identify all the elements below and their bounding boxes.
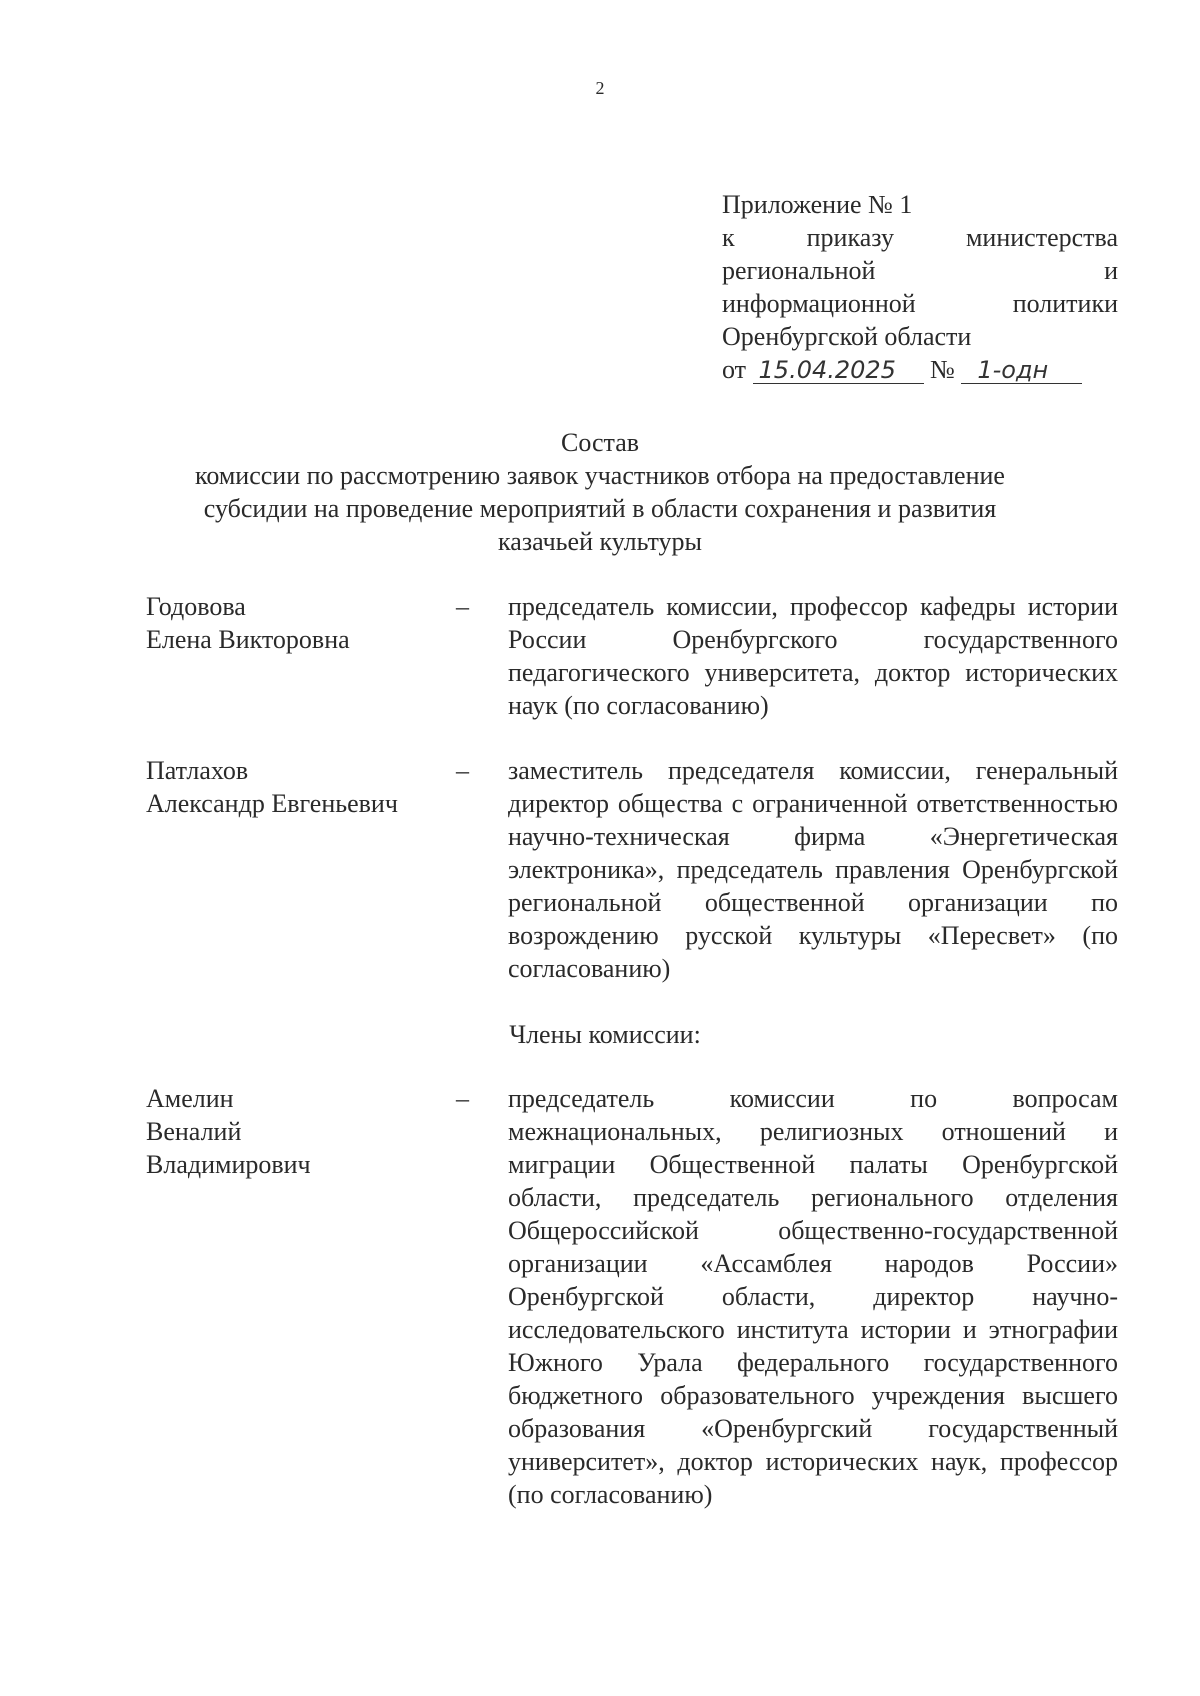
members-section-heading: Члены комиссии: bbox=[509, 1020, 701, 1049]
member-surname: Амелин bbox=[146, 1084, 234, 1113]
page-number: 2 bbox=[595, 78, 605, 98]
member-dash: – bbox=[456, 592, 469, 621]
member-given-names: Елена Викторовна bbox=[146, 625, 350, 654]
member-name bbox=[146, 590, 436, 656]
appendix-line-1: к приказу министерства bbox=[722, 223, 1118, 252]
member-description: заместитель председателя комиссии, генеральный директор общества с ограниченной ответственностью научно-техническая фирма «Энергетическая электроника», председатель правления Оренбургской региональной общественной организации по возрождению русской культуры «Пересвет» (по согласованию) bbox=[508, 756, 1118, 983]
title-heading: Состав bbox=[560, 428, 640, 457]
member-description: председатель комиссии, профессор кафедры истории России Оренбургского государственного педагогического университета, доктор исторических наук (по согласованию) bbox=[508, 592, 1118, 720]
appendix-line-4: Оренбургской области bbox=[722, 322, 972, 351]
member-patronymic: Владимирович bbox=[146, 1150, 311, 1179]
member-name bbox=[146, 754, 436, 820]
member-surname: Годовова bbox=[146, 592, 246, 621]
title-line-3: казачьей культуры bbox=[498, 527, 702, 556]
appendix-line-2: региональной и bbox=[722, 256, 1118, 285]
appendix-line-3: информационной политики bbox=[722, 289, 1118, 318]
member-dash: – bbox=[456, 1084, 469, 1113]
order-from-label: от bbox=[722, 355, 747, 384]
member-surname: Патлахов bbox=[146, 756, 249, 785]
document-title bbox=[0, 426, 1200, 558]
member-given-name: Веналий bbox=[146, 1117, 242, 1146]
appendix-title: Приложение № 1 bbox=[722, 190, 913, 219]
member-description: председатель комиссии по вопросам межнациональных, религиозных отношений и миграции Общественной палаты Оренбургской области, председатель регионального отделения Общероссийской общественно-государственной организации «Ассамблея народов России» Оренбургской области, директор научно-исследовательского института истории и этнографии Южного Урала федерального государственного бюджетного образовательного учреждения высшего образования «Оренбургский государственный университет», доктор исторических наук, профессор (по согласованию) bbox=[508, 1084, 1118, 1509]
order-line bbox=[722, 353, 1118, 386]
title-line-1: комиссии по рассмотрению заявок участников отбора на предоставление bbox=[195, 461, 1005, 490]
order-number-sign: № bbox=[930, 355, 955, 384]
order-number-handwritten: 1-одн bbox=[961, 357, 1082, 384]
member-given-names: Александр Евгеньевич bbox=[146, 789, 398, 818]
title-line-2: субсидии на проведение мероприятий в области сохранения и развития bbox=[203, 494, 997, 523]
member-name bbox=[146, 1082, 436, 1181]
order-date-handwritten: 15.04.2025 bbox=[753, 357, 924, 384]
appendix-block bbox=[722, 188, 1118, 386]
member-dash: – bbox=[456, 756, 469, 785]
